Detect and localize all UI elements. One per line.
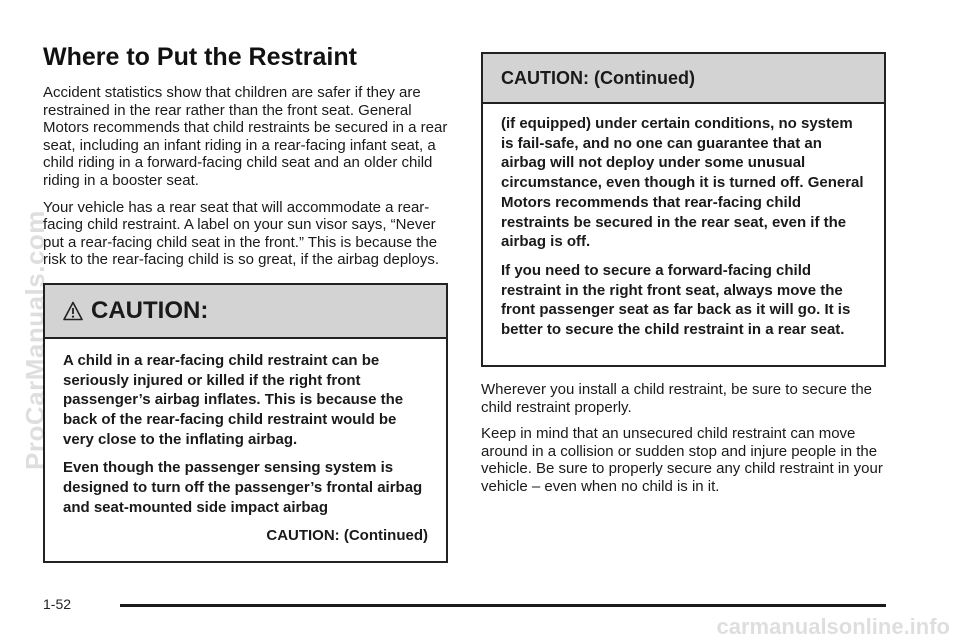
caution-continued-label: CAUTION: (Continued)	[266, 526, 428, 544]
body-paragraph: Wherever you install a child restraint, be sure to secure the child restraint properly.	[481, 381, 873, 416]
caution-title: CAUTION:	[91, 296, 209, 324]
side-watermark: ProCarManuals.com	[20, 210, 50, 470]
caution-paragraph: If you need to secure a forward-facing child restraint in the right front seat, always move the front passenger seat as far back as it will go. It is better to secure the child restraint in a rear seat.	[501, 261, 851, 339]
caution-box	[43, 283, 448, 563]
caution-header	[45, 285, 446, 339]
caution-continued-box	[481, 52, 886, 367]
right-column	[481, 52, 886, 505]
caution-paragraph: A child in a rear-facing child restraint can be seriously injured or killed if the right front passenger’s airbag inflates. This is because the back of the rear-facing child restraint would be very close to the inflating airbag.	[63, 351, 404, 448]
caution-paragraph: (if equipped) under certain conditions, no system is fail-safe, and no one can guarantee that an airbag will not deploy under some unusual circumstance, even though it is turned off. General Motors recommends that rear-facing child restraints be secured in the rear seat, even if the airbag is off.	[501, 115, 864, 251]
section-heading: Where to Put the Restraint	[43, 43, 357, 71]
caution-body	[45, 339, 446, 554]
caution-title: CAUTION: (Continued)	[501, 67, 695, 88]
body-paragraph: Your vehicle has a rear seat that will accommodate a rear-facing child restraint. A label on your sun visor says, “Never put a rear-facing child seat in the front.” This is because the risk to the rear-facing child is so great, if the airbag deploys.	[43, 198, 440, 269]
bottom-watermark: carmanualsonline.info	[716, 614, 950, 639]
warning-triangle-icon	[63, 301, 83, 321]
left-column	[43, 42, 448, 563]
footer-divider	[120, 604, 886, 607]
caution-header	[483, 54, 884, 104]
body-paragraph: Accident statistics show that children are safer if they are restrained in the rear rather than the front seat. General Motors recommends that child restraints be secured in a rear seat, including an infant riding in a rear-facing infant seat, a child riding in a forward-facing child seat and an older child riding in a booster seat.	[43, 84, 448, 189]
body-paragraph: Keep in mind that an unsecured child restraint can move around in a collision or sudden stop and injure people in the vehicle. Be sure to properly secure any child restraint in your vehicle – even when no child is in it.	[481, 425, 883, 495]
caution-body	[483, 104, 884, 359]
page-number: 1-52	[43, 596, 72, 612]
caution-paragraph: Even though the passenger sensing system is designed to turn off the passenger’s frontal airbag and seat-mounted side impact airbag	[63, 459, 423, 516]
